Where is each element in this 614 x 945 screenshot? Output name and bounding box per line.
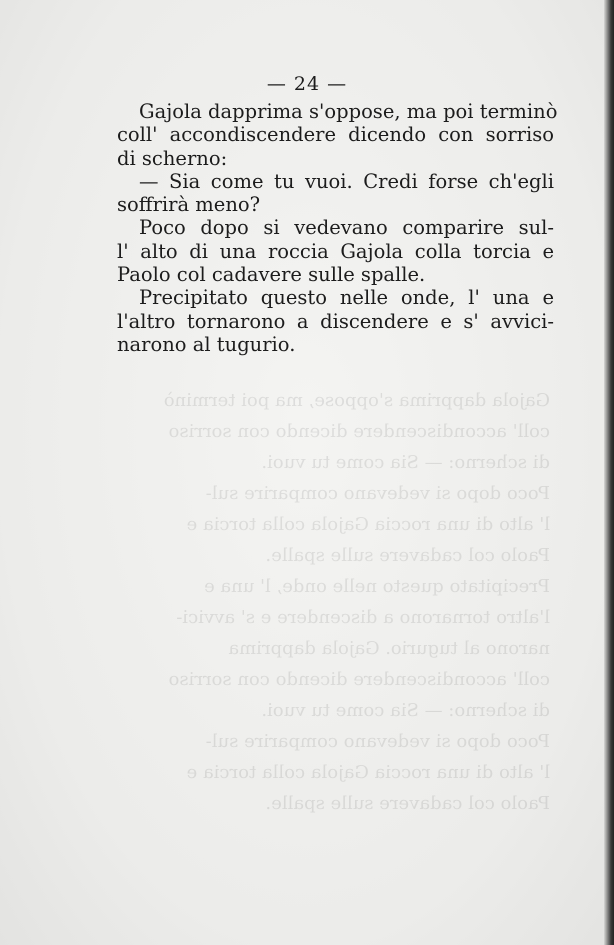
paragraph-1 xyxy=(117,100,558,170)
text-line: l'altro tornarono a discendere e s' avvici- xyxy=(117,309,554,333)
paragraph-3 xyxy=(117,216,554,286)
text-line: Gajola dapprima s'oppose, ma poi terminò xyxy=(139,100,558,123)
text-line: Poco dopo si vedevano comparire sul- xyxy=(139,216,554,240)
text-line: Paolo col cadavere sulle spalle. xyxy=(117,263,426,287)
text-line: Precipitato questo nelle onde, l' una e xyxy=(139,286,554,310)
text-line: — Sia come tu vuoi. Credi forse ch'egli xyxy=(139,169,554,193)
body-text xyxy=(117,100,558,356)
paragraph-4 xyxy=(117,286,554,356)
text-line: l' alto di una roccia Gajola colla torcia e xyxy=(117,239,554,263)
text-line: coll' accondiscendere dicendo con sorriso xyxy=(117,123,554,147)
page-number: — 24 — xyxy=(266,73,348,95)
show-through-text: Gajola dapprima s'oppose, ma poi terminò coll' accondiscendere dicendo con sorriso di scherno: — Sia come tu vuoi. Poco dopo si vedevano comparire sul- l' alto di una roccia Gajola colla torcia e Paolo col cadavere sulle spalle. Precipitato questo nelle onde, l' una e l'altro tornarono a discendere e s' avvici- narono al tugurio. Gajola dapprima coll' accondiscendere dicendo con sorriso di scherno: — Sia come tu vuoi. Poco dopo si vedevano comparire sul- l' alto di una roccia Gajola colla torcia e Paolo col cadavere sulle spalle. xyxy=(163,390,550,814)
text-line: di scherno: xyxy=(117,146,228,170)
book-binding-edge xyxy=(604,0,614,945)
text-line: soffrirà meno? xyxy=(117,193,261,217)
paragraph-2 xyxy=(117,170,554,217)
text-line: narono al tugurio. xyxy=(117,332,296,356)
